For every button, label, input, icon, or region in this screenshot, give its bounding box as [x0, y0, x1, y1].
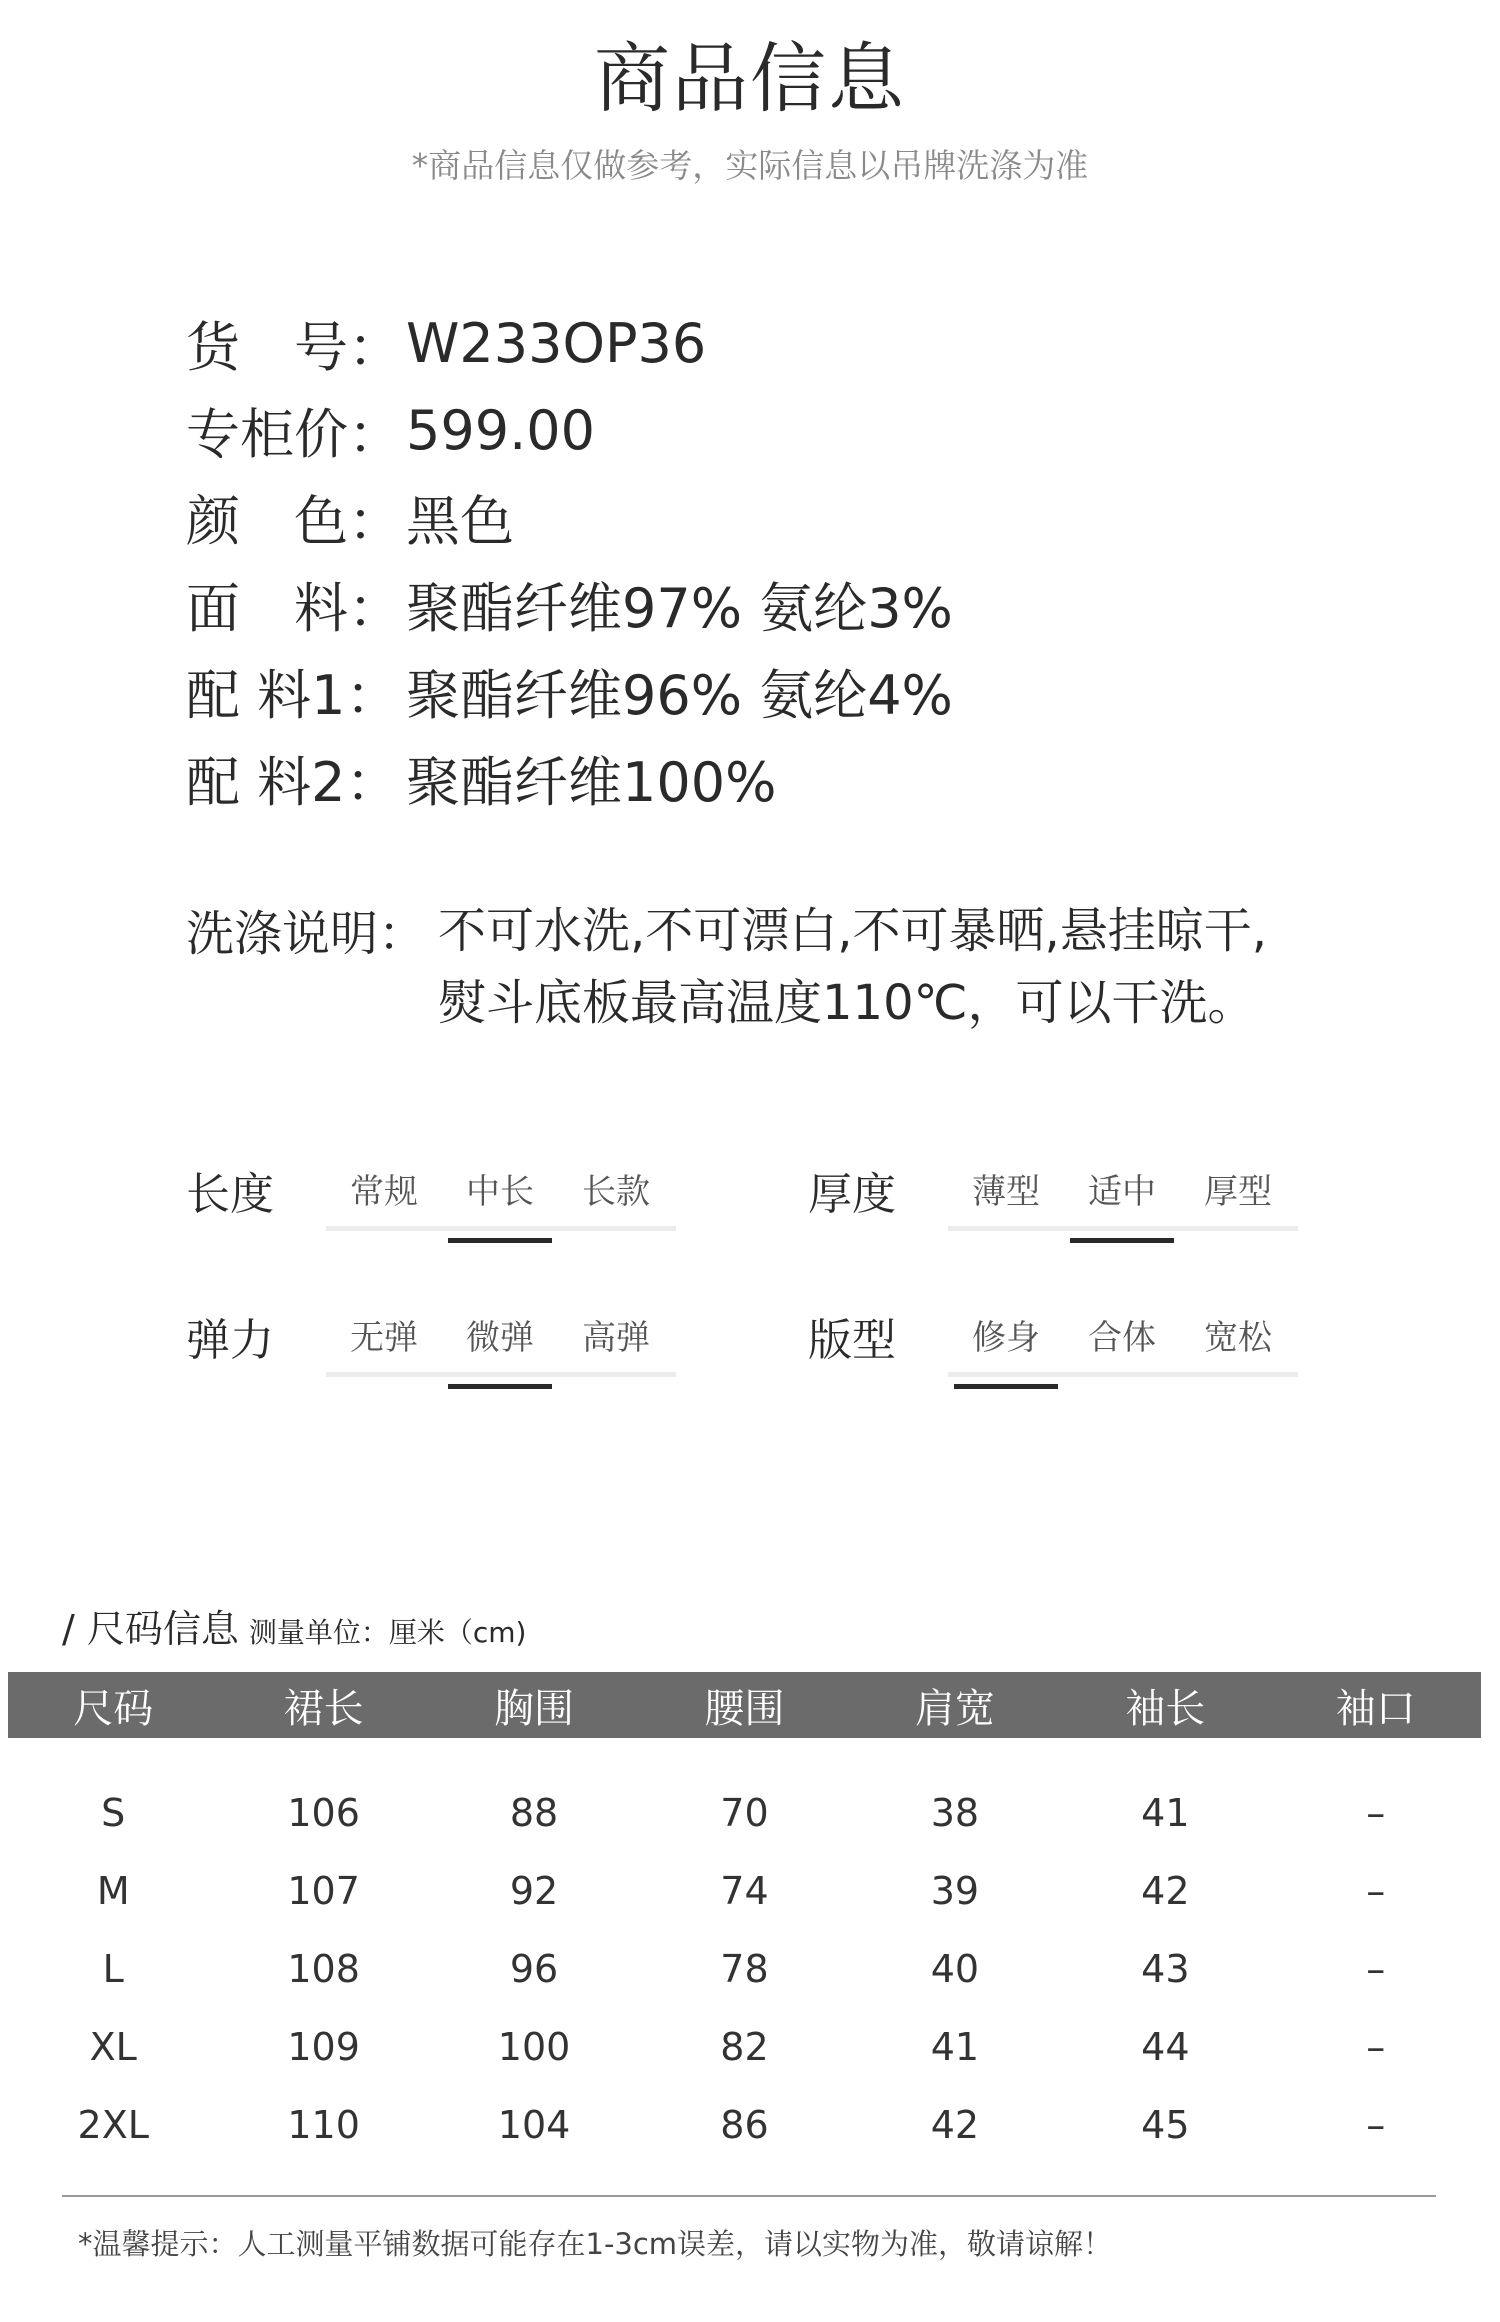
page-subtitle: *商品信息仅做参考，实际信息以吊牌洗涤为准 [411, 146, 1089, 185]
info-value: 聚酯纤维97% 氨纶3% [406, 577, 953, 640]
table-cell: 109 [287, 2025, 360, 2069]
attr-option: 合体 [1088, 1318, 1156, 1358]
table-cell: 78 [720, 1947, 769, 1991]
attr-option: 修身 [948, 1316, 1064, 1372]
table-cell: M [96, 1869, 130, 1913]
attr-option: 宽松 [1204, 1318, 1272, 1358]
info-row-item-no [186, 300, 953, 387]
wash-line: 熨斗底板最高温度110℃，可以干洗。 [438, 975, 1256, 1031]
info-row-color [186, 474, 953, 561]
attr-label: 弹力 [186, 1315, 274, 1366]
table-cell: 110 [287, 2103, 360, 2147]
info-row-accessory-2 [186, 735, 953, 822]
table-cell: – [1366, 2025, 1386, 2069]
table-row [8, 2008, 1481, 2086]
table-row [8, 2086, 1481, 2164]
wash-text [438, 895, 1267, 1039]
column-header: 腰围 [639, 1672, 849, 1738]
size-unit: 测量单位：厘米（cm) [248, 1616, 527, 1649]
table-header-row [8, 1672, 1481, 1738]
column-header: 胸围 [429, 1672, 639, 1738]
wash-label: 洗涤说明： [186, 906, 427, 962]
table-cell: 44 [1141, 2025, 1190, 2069]
product-info [186, 300, 953, 822]
table-cell: 41 [1141, 1791, 1190, 1835]
table-cell: 2XL [77, 2103, 149, 2147]
table-row [8, 1852, 1481, 1930]
attr-label: 版型 [808, 1315, 896, 1366]
attr-option: 厚型 [1204, 1172, 1272, 1212]
table-cell: 82 [720, 2025, 769, 2069]
info-row-fabric [186, 561, 953, 648]
table-cell: 107 [287, 1869, 360, 1913]
info-label: 专柜价： [186, 403, 402, 466]
table-cell: 70 [720, 1791, 769, 1835]
table-cell: 86 [720, 2103, 769, 2147]
table-cell: 108 [287, 1947, 360, 1991]
info-row-price [186, 387, 953, 474]
table-cell: 40 [930, 1947, 980, 1991]
column-header: 袖长 [1060, 1672, 1270, 1738]
table-cell: S [101, 1791, 126, 1835]
table-cell: 45 [1141, 2103, 1190, 2147]
attr-option: 高弹 [582, 1318, 650, 1358]
table-cell: – [1366, 1791, 1386, 1835]
table-cell: 38 [930, 1791, 980, 1835]
table-cell: 43 [1141, 1947, 1190, 1991]
table-cell: L [102, 1947, 124, 1991]
table-cell: 104 [497, 2103, 571, 2147]
attr-option: 中长 [442, 1170, 558, 1226]
table-cell: – [1366, 1869, 1386, 1913]
size-heading-title: / 尺码信息 [62, 1607, 239, 1651]
table-row [8, 1774, 1481, 1852]
info-value: 聚酯纤维96% 氨纶4% [406, 664, 953, 727]
attr-option: 常规 [350, 1172, 418, 1212]
table-cell: 41 [930, 2025, 980, 2069]
table-row [8, 1930, 1481, 2008]
column-header: 裙长 [218, 1672, 428, 1738]
wash-line: 不可水洗,不可漂白,不可暴晒,悬挂晾干, [438, 903, 1268, 959]
attr-option: 微弹 [442, 1316, 558, 1372]
column-header: 袖口 [1271, 1672, 1481, 1738]
attr-option: 无弹 [350, 1318, 418, 1358]
size-table [8, 1672, 1481, 2164]
info-value: 聚酯纤维100% [406, 751, 777, 814]
table-cell: – [1366, 1947, 1386, 1991]
attr-label: 厚度 [808, 1169, 896, 1220]
table-cell: 39 [930, 1869, 980, 1913]
attr-option: 薄型 [972, 1172, 1040, 1212]
page-title: 商品信息 [594, 34, 906, 123]
attr-options [948, 1170, 1298, 1231]
table-cell: 42 [930, 2103, 980, 2147]
table-cell: 74 [720, 1869, 769, 1913]
info-value: W233OP36 [406, 312, 707, 375]
table-cell: 42 [1141, 1869, 1190, 1913]
table-cell: – [1366, 2103, 1386, 2147]
table-cell: 92 [509, 1869, 559, 1913]
column-header: 肩宽 [850, 1672, 1060, 1738]
size-note: *温馨提示：人工测量平铺数据可能存在1-3cm误差，请以实物为准，敬请谅解！ [78, 2227, 1113, 2261]
attr-option: 长款 [582, 1172, 650, 1212]
attr-label: 长度 [186, 1169, 274, 1220]
info-label: 配 料1： [186, 664, 400, 727]
attr-options [948, 1316, 1298, 1377]
table-cell: 106 [287, 1791, 360, 1835]
info-value: 599.00 [406, 399, 595, 462]
column-header: 尺码 [8, 1672, 218, 1738]
info-label: 货 号： [186, 316, 402, 379]
info-label: 配 料2： [186, 751, 400, 814]
info-row-accessory-1 [186, 648, 953, 735]
size-heading [62, 1598, 527, 1653]
table-cell: 100 [497, 2025, 571, 2069]
divider [62, 2195, 1436, 2197]
attr-options [326, 1170, 676, 1231]
info-label: 面 料： [186, 577, 402, 640]
info-value: 黑色 [406, 490, 514, 553]
table-cell: XL [89, 2025, 137, 2069]
attr-options [326, 1316, 676, 1377]
table-cell: 88 [509, 1791, 559, 1835]
wash-instructions [186, 895, 1267, 1039]
attr-option: 适中 [1064, 1170, 1180, 1226]
info-label: 颜 色： [186, 490, 402, 553]
table-cell: 96 [509, 1947, 559, 1991]
